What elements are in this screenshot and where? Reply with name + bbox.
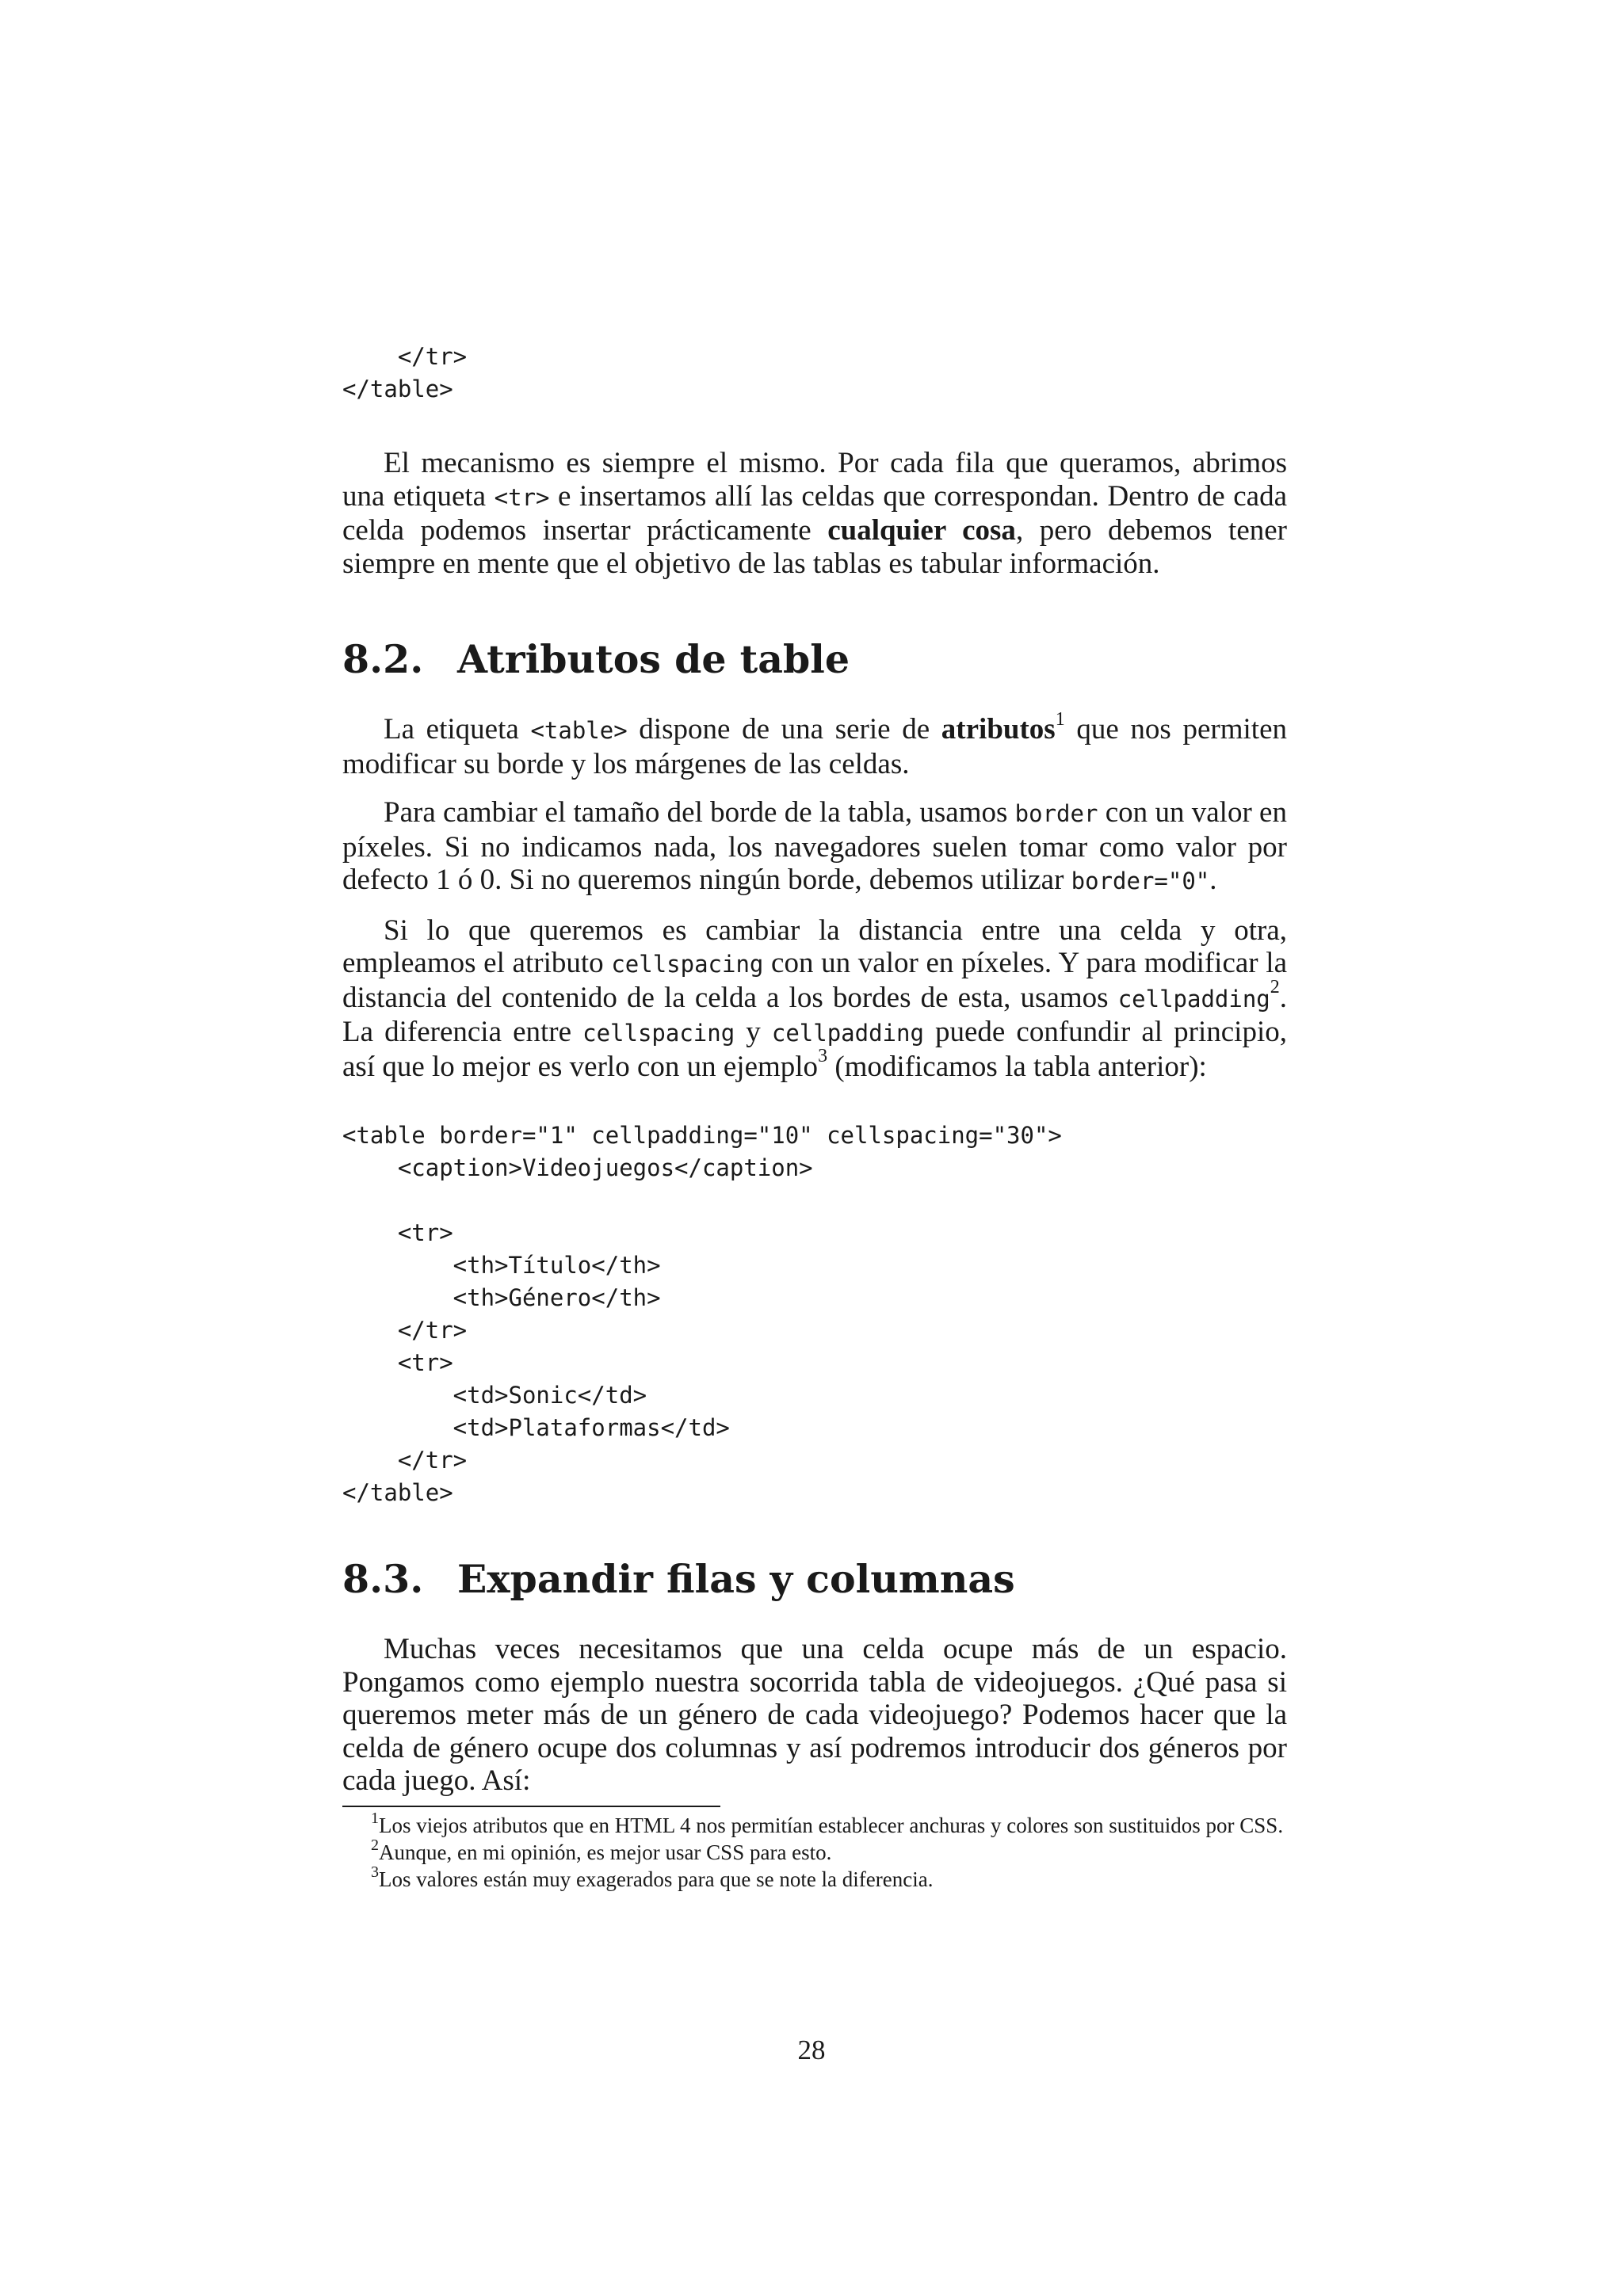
code-line: <th>Título</th> — [342, 1252, 661, 1279]
text-run: dispone de una serie de — [627, 713, 941, 746]
footnote-text: Los viejos atributos que en HTML 4 nos permitían establecer anchuras y colores son sustituidos por CSS. — [379, 1813, 1284, 1837]
code-line: </table> — [342, 1479, 453, 1506]
text-run: . — [1209, 864, 1217, 896]
code-line: <td>Plataformas</td> — [342, 1414, 730, 1441]
text-run: puede confundir al principio, así que lo mejor es verlo con un ejemplo — [342, 1016, 1287, 1083]
bold-text: atributos — [941, 713, 1056, 746]
code-block-top — [342, 341, 1287, 406]
bold-text: cualquier cosa — [827, 514, 1016, 547]
section-number: 8.3. — [342, 1556, 424, 1602]
inline-code: cellpadding — [1117, 985, 1270, 1013]
text-run: , pero debemos tener siempre en mente que el objetivo de las tablas es tabular información. — [342, 514, 1287, 580]
paragraph-table-mechanism — [342, 447, 1287, 580]
footnote-mark: 3 — [371, 1863, 379, 1881]
code-line: </tr> — [342, 1317, 468, 1344]
inline-code: cellspacing — [611, 951, 764, 978]
footnote-ref: 1 — [1055, 708, 1065, 730]
text-run: e insertamos allí las celdas que correspondan. Dentro de cada celda podemos insertar prácticamente — [342, 479, 1288, 547]
inline-code: cellpadding — [771, 1020, 924, 1047]
text-run: (modificamos la tabla anterior): — [827, 1050, 1207, 1083]
inline-code: cellspacing — [582, 1020, 735, 1047]
footnote-mark: 2 — [371, 1836, 379, 1854]
paragraph-cellspacing — [342, 914, 1287, 1084]
text-run: Si lo que queremos es cambiar la distancia entre una celda y otra, empleamos el atributo — [342, 913, 1287, 979]
paragraph-expand-rows-columns: Muchas veces necesitamos que una celda ocupe más de un espacio. Pongamos como ejemplo nuestra socorrida tabla de videojuegos. ¿Qué pasa si queremos meter más de un género de cada videojuego? Podemos hacer que la celda de género ocupe dos columnas y así podremos introducir dos géneros por cada juego. Así: — [342, 1633, 1287, 1797]
section-heading-8-3 — [342, 1555, 1287, 1603]
footnote — [342, 1809, 1287, 1839]
code-line: <tr> — [342, 1349, 453, 1376]
page-number: 28 — [797, 2035, 826, 2065]
page-body — [342, 341, 1287, 1893]
section-title: Atributos de table — [457, 636, 850, 682]
footnote-text: Los valores están muy exagerados para que se note la diferencia. — [379, 1867, 934, 1891]
inline-code: border — [1014, 800, 1098, 827]
footnote-ref: 2 — [1270, 977, 1280, 998]
text-run: . La diferencia entre — [342, 981, 1287, 1048]
section-heading-8-2 — [342, 635, 1287, 683]
section-number: 8.2. — [342, 636, 424, 682]
text-run: El mecanismo es siempre el mismo. Por cada fila que queramos, abrimos una etiqueta — [342, 447, 1287, 513]
inline-code: <tr> — [494, 483, 550, 511]
footnote — [342, 1863, 1287, 1893]
text-run: con un valor en píxeles. Y para modificar la distancia del contenido de la celda a los bordes de esta, usamos — [342, 947, 1288, 1014]
text-run: y — [735, 1016, 772, 1048]
footnote-rule — [342, 1806, 720, 1807]
code-line: <td>Sonic</td> — [342, 1382, 647, 1409]
text-run: Para cambiar el tamaño del borde de la tabla, usamos — [384, 796, 1015, 829]
footnote-text: Aunque, en mi opinión, es mejor usar CSS para esto. — [379, 1840, 832, 1864]
inline-code: <table> — [530, 717, 628, 744]
code-line: </tr> — [342, 343, 468, 370]
text-run: con un valor en píxeles. Si no indicamos nada, los navegadores suelen tomar como valor por defecto 1 ó 0. Si no queremos ningún borde, debemos utilizar — [342, 796, 1287, 896]
code-line: <table border="1" cellpadding="10" cellspacing="30"> — [342, 1122, 1062, 1149]
code-line: </tr> — [342, 1447, 468, 1474]
paragraph-table-attributes — [342, 708, 1287, 780]
text-run: que nos permiten modificar su borde y los márgenes de las celdas. — [342, 713, 1287, 780]
paragraph-border — [342, 796, 1287, 898]
code-line: <tr> — [342, 1219, 453, 1246]
footnote-ref: 3 — [818, 1046, 828, 1067]
inline-code: border="0" — [1071, 868, 1210, 894]
section-title: Expandir filas y columnas — [457, 1556, 1015, 1602]
code-line: <caption>Videojuegos</caption> — [342, 1154, 813, 1181]
code-line: <th>Género</th> — [342, 1284, 661, 1311]
footnote-mark: 1 — [371, 1809, 379, 1827]
code-line: </table> — [342, 376, 453, 402]
code-block-example — [342, 1119, 1287, 1509]
footnote — [342, 1836, 1287, 1866]
text-run: La etiqueta — [384, 713, 531, 746]
